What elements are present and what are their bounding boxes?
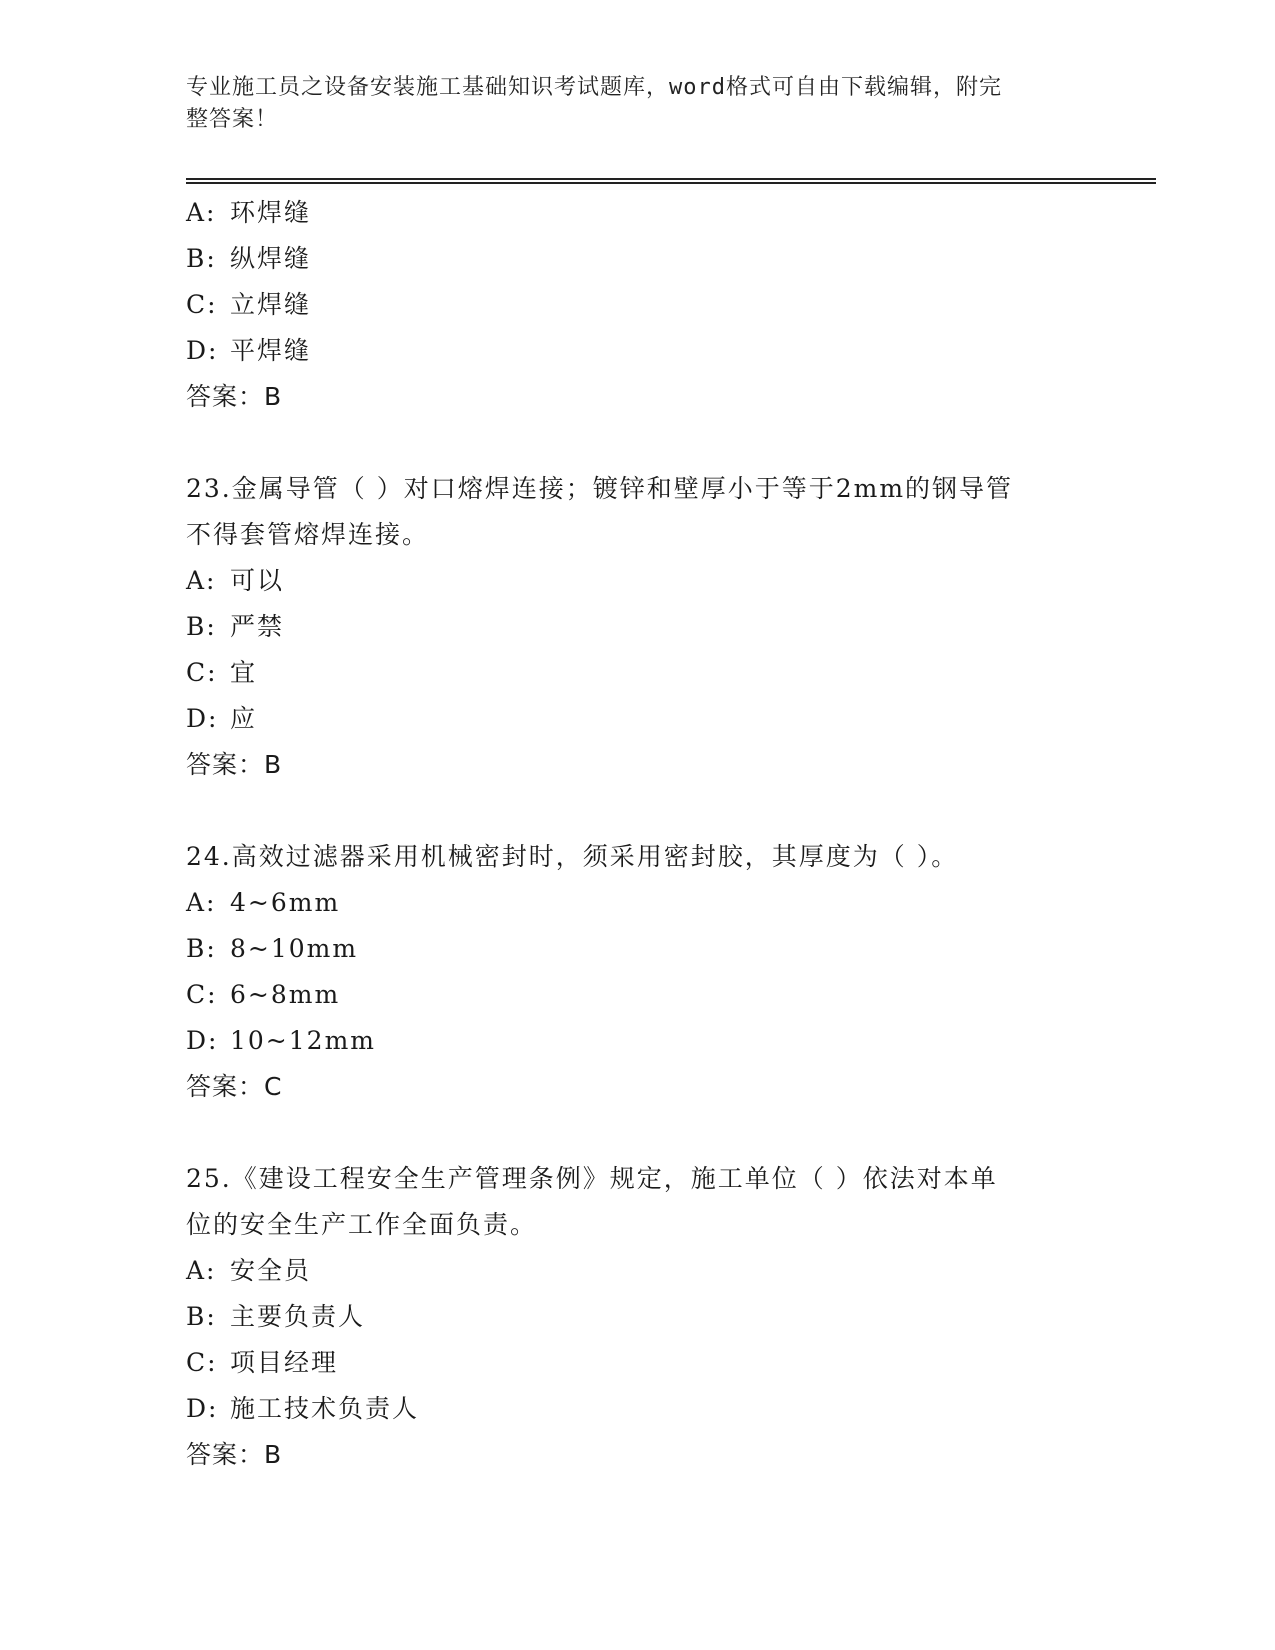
question-list bbox=[186, 190, 1086, 1478]
question-25 bbox=[186, 1156, 1086, 1478]
question-text-line-1: 24.高效过滤器采用机械密封时，须采用密封胶，其厚度为（ ）。 bbox=[186, 842, 959, 871]
option-b: B: 主要负责人 bbox=[186, 1302, 366, 1331]
question-text-line-1: 25.《建设工程安全生产管理条例》规定，施工单位（ ）依法对本单 bbox=[186, 1164, 998, 1193]
document-header bbox=[186, 72, 1066, 136]
header-line-2: 整答案！ bbox=[186, 107, 279, 132]
option-d: D: 10~12mm bbox=[186, 1026, 376, 1055]
option-c: C: 项目经理 bbox=[186, 1348, 339, 1377]
option-a: A: 4~6mm bbox=[186, 888, 341, 917]
answer: 答案：B bbox=[186, 382, 283, 411]
option-d: D: 应 bbox=[186, 704, 258, 733]
question-text-line-1: 23.金属导管（ ）对口熔焊连接；镀锌和壁厚小于等于2mm的钢导管 bbox=[186, 474, 1014, 503]
option-b: B: 8~10mm bbox=[186, 934, 359, 963]
question-22-options bbox=[186, 190, 1086, 420]
question-24 bbox=[186, 834, 1086, 1110]
header-line-1: 专业施工员之设备安装施工基础知识考试题库，word格式可自由下载编辑，附完 bbox=[186, 75, 1002, 100]
question-text-line-2: 不得套管熔焊连接。 bbox=[186, 520, 430, 549]
option-c: C: 6~8mm bbox=[186, 980, 341, 1009]
option-a: A: 环焊缝 bbox=[186, 198, 312, 227]
option-b: B: 严禁 bbox=[186, 612, 285, 641]
option-a: A: 可以 bbox=[186, 566, 285, 595]
option-d: D: 平焊缝 bbox=[186, 336, 312, 365]
option-b: B: 纵焊缝 bbox=[186, 244, 312, 273]
header-double-rule bbox=[186, 178, 1156, 184]
option-c: C: 宜 bbox=[186, 658, 258, 687]
answer: 答案：B bbox=[186, 1440, 283, 1469]
option-c: C: 立焊缝 bbox=[186, 290, 312, 319]
option-d: D: 施工技术负责人 bbox=[186, 1394, 420, 1423]
question-text-line-2: 位的安全生产工作全面负责。 bbox=[186, 1210, 538, 1239]
answer: 答案：B bbox=[186, 750, 283, 779]
answer: 答案：C bbox=[186, 1072, 283, 1101]
option-a: A: 安全员 bbox=[186, 1256, 312, 1285]
question-23 bbox=[186, 466, 1086, 788]
